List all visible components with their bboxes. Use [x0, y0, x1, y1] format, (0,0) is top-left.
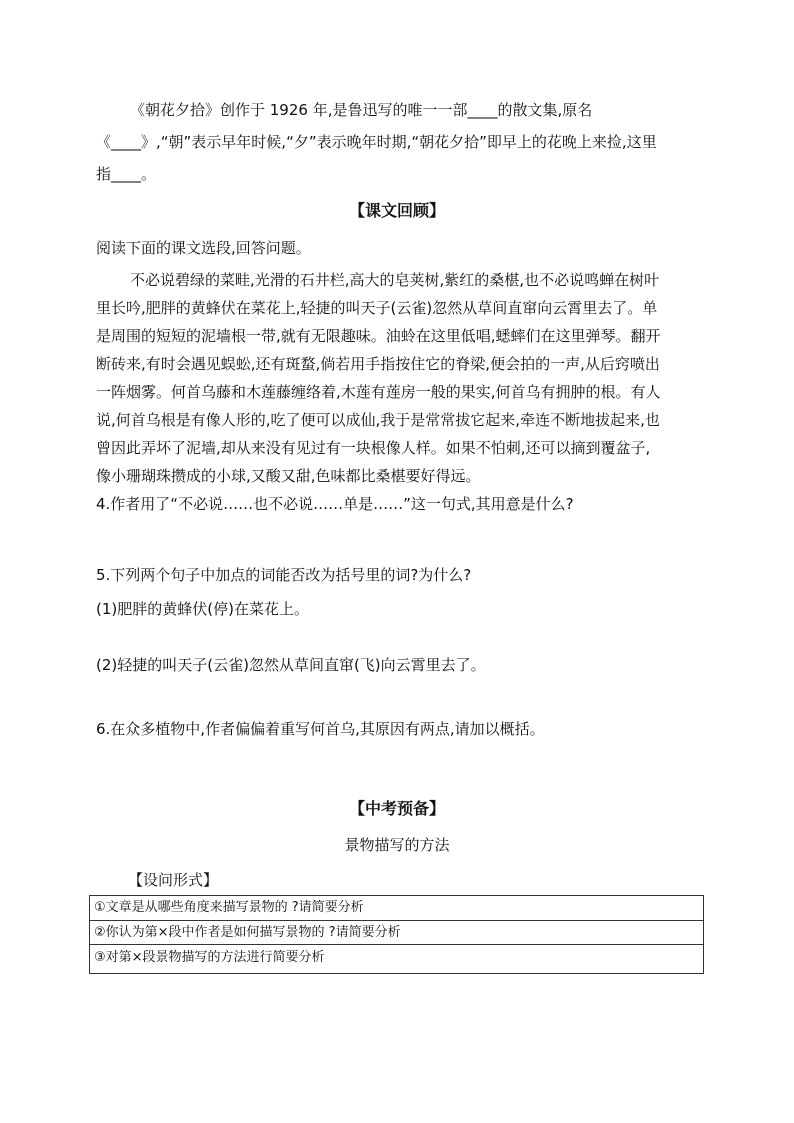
question-form-table: [89, 895, 704, 974]
passage-line: 断砖来,有时会遇见蜈蚣,还有斑蝥,倘若用手指按住它的脊梁,便会拍的一声,从后窍喷出: [96, 355, 660, 373]
passage-line: 是周围的短短的泥墙根一带,就有无限趣味。油蛉在这里低唱,蟋蟀们在这里弹琴。翻开: [96, 327, 661, 345]
table-row: ①文章是从哪些角度来描写景物的 ?请简要分析: [90, 896, 703, 921]
intro-line-2: 《____》,“朝”表示早年时候,“夕”表示晚年时期,“朝花夕拾”即早上的花晚上来捡,这里: [96, 133, 657, 151]
table-row: ②你认为第×段中作者是如何描写景物的 ?请简要分析: [90, 921, 703, 946]
intro-line-3: 指____。: [96, 165, 157, 183]
passage-line: 曾因此弄坏了泥墙,却从来没有见过有一块根像人样。如果不怕刺,还可以摘到覆盆子,: [96, 439, 651, 457]
passage-line: 像小珊瑚珠攒成的小球,又酸又甜,色味都比桑椹要好得远。: [96, 467, 481, 485]
exam-heading: 【中考预备】: [348, 799, 445, 818]
review-instruction: 阅读下面的课文选段,回答问题。: [96, 239, 311, 257]
question-5-item-1: (1)肥胖的黄蜂伏(停)在菜花上。: [96, 600, 309, 618]
passage-line: 里长吟,肥胖的黄蜂伏在菜花上,轻捷的叫天子(云雀)忽然从草间直窜向云霄里去了。单: [96, 299, 658, 317]
passage-line: 不必说碧绿的菜畦,光滑的石井栏,高大的皂荚树,紫红的桑椹,也不必说鸣蝉在树叶: [130, 271, 660, 289]
table-row: ③对第×段景物描写的方法进行简要分析: [94, 950, 325, 965]
review-heading: 【课文回顾】: [348, 201, 445, 220]
passage-line: 一阵烟雾。何首乌藤和木莲藤缠络着,木莲有莲房一般的果实,何首乌有拥肿的根。有人: [96, 383, 661, 401]
question-5: 5.下列两个句子中加点的词能否改为括号里的词?为什么?: [96, 566, 472, 584]
intro-line-1: 《朝花夕拾》创作于 1926 年,是鲁迅写的唯一一部____的散文集,原名: [130, 101, 593, 119]
form-label: 【设问形式】: [128, 871, 219, 889]
question-6: 6.在众多植物中,作者偏偏着重写何首乌,其原因有两点,请加以概括。: [96, 720, 545, 738]
question-5-item-2: (2)轻捷的叫天子(云雀)忽然从草间直窜(飞)向云霄里去了。: [96, 656, 486, 674]
exam-subtitle: 景物描写的方法: [344, 836, 450, 854]
question-4: 4.作者用了“不必说……也不必说……单是……”这一句式,其用意是什么?: [96, 495, 574, 513]
passage-line: 说,何首乌根是有像人形的,吃了便可以成仙,我于是常常拔它起来,牵连不断地拔起来,也: [96, 411, 660, 429]
